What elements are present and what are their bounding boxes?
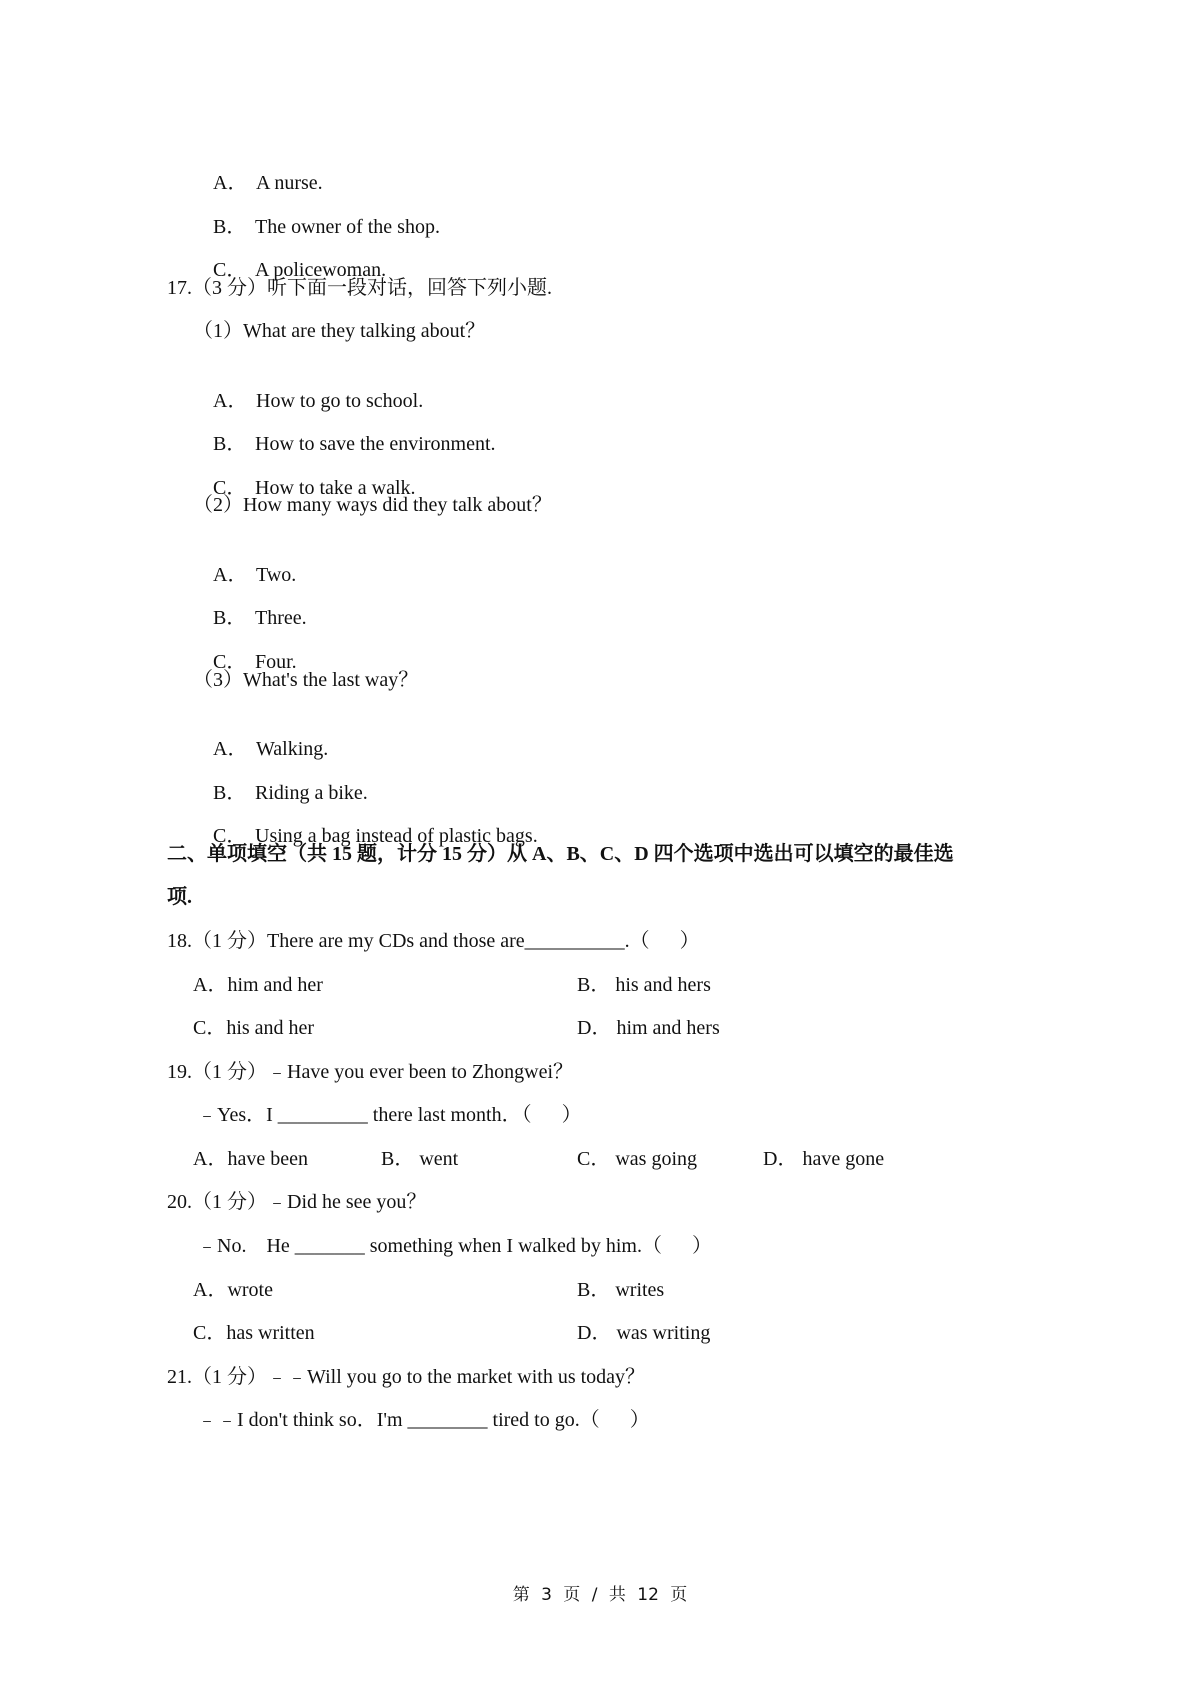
q20-option-a: A．wrote xyxy=(193,1279,273,1301)
option-text: A policewoman. xyxy=(255,259,387,281)
q17-sub1-stem: （1）What are they talking about？ xyxy=(193,320,486,342)
option-label: A． xyxy=(213,172,248,194)
q17-sub2-option-c xyxy=(193,623,297,673)
section-heading: 二、单项填空（共 15 题，计分 15 分）从 A、B、C、D 四个选项中选出可以填空的最佳选 xyxy=(167,843,954,865)
q18-stem: 18.（1 分）There are my CDs and those are__________.（ ） xyxy=(167,930,700,952)
q17-sub1-option-c xyxy=(193,449,416,499)
option-label: C． xyxy=(213,477,247,499)
option-text: Riding a bike. xyxy=(255,782,368,804)
q17-sub2-option-a xyxy=(193,536,297,586)
q17-sub3-option-a xyxy=(193,710,329,760)
option-text: The owner of the shop. xyxy=(255,216,440,238)
option-label: A． xyxy=(213,564,248,586)
option-text: Using a bag instead of plastic bags. xyxy=(255,825,538,847)
q20-option-d: D． was writing xyxy=(577,1322,711,1344)
option-text: Four. xyxy=(255,651,297,673)
option-label: B． xyxy=(213,433,247,455)
q18-option-c: C．his and her xyxy=(193,1017,315,1039)
option-label: C． xyxy=(213,825,247,847)
q18-option-b: B． his and hers xyxy=(577,974,711,996)
q17-sub3-option-b xyxy=(193,754,368,804)
q16-option-c xyxy=(193,231,387,281)
option-label: C． xyxy=(213,259,247,281)
page-number-footer: 第 3 页 / 共 12 页 xyxy=(512,1585,688,1605)
q16-option-a xyxy=(193,144,323,194)
option-text: Two. xyxy=(256,564,297,586)
q19-option-d: D． have gone xyxy=(763,1148,885,1170)
option-text: Three. xyxy=(255,607,307,629)
option-text: How to take a walk. xyxy=(255,477,416,499)
option-text: Walking. xyxy=(256,738,329,760)
q19-reply: ﹣Yes．I _________ there last month．（ ） xyxy=(197,1104,582,1126)
q19-option-c: C． was going xyxy=(577,1148,697,1170)
q20-option-b: B． writes xyxy=(577,1279,665,1301)
q17-stem: 17.（3 分）听下面一段对话，回答下列小题. xyxy=(167,277,552,299)
option-text: How to save the environment. xyxy=(255,433,496,455)
option-label: B． xyxy=(213,216,247,238)
option-label: A． xyxy=(213,738,248,760)
q20-option-c: C．has written xyxy=(193,1322,315,1344)
q17-sub3-option-c xyxy=(193,797,538,847)
q18-option-a: A．him and her xyxy=(193,974,323,996)
q17-sub3-stem: （3）What's the last way？ xyxy=(193,669,419,691)
option-label: B． xyxy=(213,782,247,804)
q21-reply: ﹣﹣I don't think so．I'm ________ tired to go.（ ） xyxy=(197,1409,650,1431)
q18-option-d: D． him and hers xyxy=(577,1017,720,1039)
section-heading-cont: 项. xyxy=(167,886,192,908)
q17-sub1-option-b xyxy=(193,405,496,455)
option-label: B． xyxy=(213,607,247,629)
q16-option-b xyxy=(193,188,440,238)
option-label: A． xyxy=(213,390,248,412)
q17-sub2-stem: （2）How many ways did they talk about？ xyxy=(193,494,552,516)
option-text: How to go to school. xyxy=(256,390,424,412)
q19-option-a: A．have been xyxy=(193,1148,308,1170)
option-text: A nurse. xyxy=(256,172,323,194)
q17-sub2-option-b xyxy=(193,579,307,629)
q20-reply: ﹣No. He _______ something when I walked by him.（ ） xyxy=(197,1235,712,1257)
q20-stem: 20.（1 分）﹣Did he see you？ xyxy=(167,1191,427,1213)
q17-sub1-option-a xyxy=(193,362,424,412)
q21-stem: 21.（1 分）﹣﹣Will you go to the market with us today？ xyxy=(167,1366,646,1388)
q19-stem: 19.（1 分）﹣Have you ever been to Zhongwei？ xyxy=(167,1061,574,1083)
option-label: C． xyxy=(213,651,247,673)
q19-option-b: B． went xyxy=(381,1148,459,1170)
